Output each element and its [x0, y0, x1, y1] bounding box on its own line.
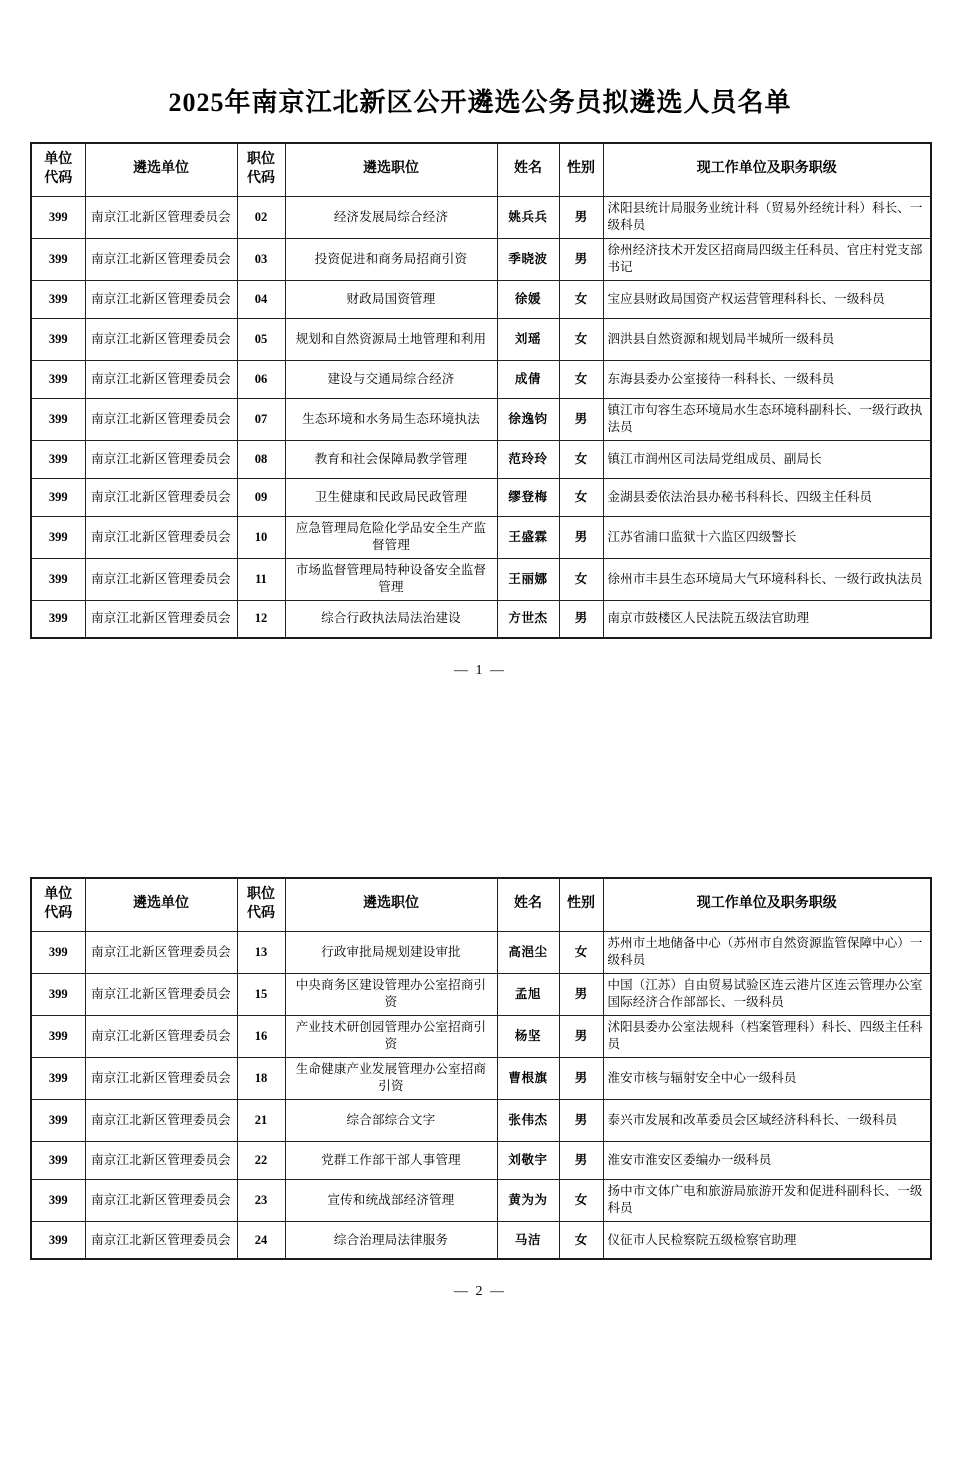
position-cell: 行政审批局规划建设审批 [285, 931, 497, 973]
column-header-unit-code [31, 143, 85, 196]
unit-cell: 南京江北新区管理委员会 [85, 516, 237, 558]
position-cell: 卫生健康和民政局民政管理 [285, 478, 497, 516]
unit-cell: 南京江北新区管理委员会 [85, 931, 237, 973]
gender-cell: 女 [559, 360, 603, 398]
unit-cell: 南京江北新区管理委员会 [85, 558, 237, 600]
gender-cell: 男 [559, 1099, 603, 1141]
gender-cell: 女 [559, 440, 603, 478]
name-cell: 徐逸钧 [497, 398, 559, 440]
column-header-gender: 性别 [559, 143, 603, 196]
position-cell: 生命健康产业发展管理办公室招商引资 [285, 1057, 497, 1099]
position-cell: 产业技术研创园管理办公室招商引资 [285, 1015, 497, 1057]
current-unit-cell: 淮安市核与辐射安全中心一级科员 [603, 1057, 931, 1099]
unit-code-label-line1: 单位 [44, 887, 73, 902]
position-code-cell: 07 [237, 398, 285, 440]
name-cell: 高浥尘 [497, 931, 559, 973]
position-code-cell: 22 [237, 1141, 285, 1179]
page-number-footer-2: — 2 — [454, 1284, 506, 1300]
gender-cell: 男 [559, 196, 603, 238]
position-cell: 生态环境和水务局生态环境执法 [285, 398, 497, 440]
unit-code-cell: 399 [31, 1015, 85, 1057]
current-unit-cell: 泰兴市发展和改革委员会区域经济科科长、一级科员 [603, 1099, 931, 1141]
unit-code-cell: 399 [31, 1057, 85, 1099]
position-cell: 经济发展局综合经济 [285, 196, 497, 238]
unit-cell: 南京江北新区管理委员会 [85, 1221, 237, 1259]
name-cell: 马洁 [497, 1221, 559, 1259]
table-header [31, 878, 931, 931]
table-row [31, 318, 931, 360]
position-cell: 党群工作部干部人事管理 [285, 1141, 497, 1179]
column-header-position: 遴选职位 [285, 143, 497, 196]
unit-code-cell: 399 [31, 398, 85, 440]
position-cell: 投资促进和商务局招商引资 [285, 238, 497, 280]
unit-code-cell: 399 [31, 973, 85, 1015]
position-code-cell: 10 [237, 516, 285, 558]
current-unit-cell: 泗洪县自然资源和规划局半城所一级科员 [603, 318, 931, 360]
position-cell: 财政局国资管理 [285, 280, 497, 318]
position-code-cell: 05 [237, 318, 285, 360]
position-code-cell: 12 [237, 600, 285, 638]
table-row [31, 516, 931, 558]
table-row [31, 1057, 931, 1099]
table-row [31, 1141, 931, 1179]
gender-cell: 男 [559, 516, 603, 558]
current-unit-cell: 仪征市人民检察院五级检察官助理 [603, 1221, 931, 1259]
column-header-gender: 性别 [559, 878, 603, 931]
name-cell: 季晓波 [497, 238, 559, 280]
unit-code-cell: 399 [31, 318, 85, 360]
unit-code-cell: 399 [31, 440, 85, 478]
unit-code-cell: 399 [31, 238, 85, 280]
page-number-footer-1: — 1 — [454, 663, 506, 679]
current-unit-cell: 南京市鼓楼区人民法院五级法官助理 [603, 600, 931, 638]
table-body-page-2 [31, 931, 931, 1259]
unit-code-cell: 399 [31, 516, 85, 558]
unit-cell: 南京江北新区管理委员会 [85, 1057, 237, 1099]
table-header [31, 143, 931, 196]
unit-cell: 南京江北新区管理委员会 [85, 1179, 237, 1221]
table-row [31, 196, 931, 238]
position-code-cell: 02 [237, 196, 285, 238]
unit-code-label-line2: 代码 [44, 170, 73, 186]
current-unit-cell: 宝应县财政局国资产权运营管理科科长、一级科员 [603, 280, 931, 318]
unit-code-label-line2: 代码 [44, 905, 73, 921]
position-code-cell: 03 [237, 238, 285, 280]
gender-cell: 男 [559, 1015, 603, 1057]
gender-cell: 女 [559, 280, 603, 318]
table-row [31, 440, 931, 478]
table-row [31, 238, 931, 280]
table-row [31, 280, 931, 318]
position-code-cell: 24 [237, 1221, 285, 1259]
unit-cell: 南京江北新区管理委员会 [85, 600, 237, 638]
unit-cell: 南京江北新区管理委员会 [85, 1015, 237, 1057]
unit-cell: 南京江北新区管理委员会 [85, 196, 237, 238]
gender-cell: 男 [559, 1057, 603, 1099]
gender-cell: 女 [559, 931, 603, 973]
table-header-row [31, 143, 931, 196]
name-cell: 徐媛 [497, 280, 559, 318]
position-cell: 教育和社会保障局教学管理 [285, 440, 497, 478]
roster-table-page-2 [30, 877, 932, 1260]
name-cell: 杨坚 [497, 1015, 559, 1057]
current-unit-cell: 沭阳县委办公室法规科（档案管理科）科长、四级主任科员 [603, 1015, 931, 1057]
name-cell: 成倩 [497, 360, 559, 398]
unit-cell: 南京江北新区管理委员会 [85, 478, 237, 516]
current-unit-cell: 东海县委办公室接待一科科长、一级科员 [603, 360, 931, 398]
table-row [31, 973, 931, 1015]
current-unit-cell: 镇江市句容生态环境局水生态环境科副科长、一级行政执法员 [603, 398, 931, 440]
position-cell: 综合部综合文字 [285, 1099, 497, 1141]
unit-code-label-line1: 单位 [44, 151, 73, 167]
table-row [31, 558, 931, 600]
table-row [31, 360, 931, 398]
name-cell: 方世杰 [497, 600, 559, 638]
name-cell: 黄为为 [497, 1179, 559, 1221]
gender-cell: 女 [559, 558, 603, 600]
gender-cell: 男 [559, 398, 603, 440]
table-row [31, 1015, 931, 1057]
unit-code-cell: 399 [31, 1099, 85, 1141]
table-row [31, 398, 931, 440]
unit-code-cell: 399 [31, 360, 85, 398]
position-code-cell: 08 [237, 440, 285, 478]
current-unit-cell: 江苏省浦口监狱十六监区四级警长 [603, 516, 931, 558]
unit-cell: 南京江北新区管理委员会 [85, 238, 237, 280]
column-header-unit: 遴选单位 [85, 143, 237, 196]
position-code-cell: 18 [237, 1057, 285, 1099]
gender-cell: 女 [559, 318, 603, 360]
roster-table-page-1 [30, 142, 932, 639]
current-unit-cell: 金湖县委依法治县办秘书科科长、四级主任科员 [603, 478, 931, 516]
name-cell: 孟旭 [497, 973, 559, 1015]
position-cell: 综合治理局法律服务 [285, 1221, 497, 1259]
document-page-2 [0, 800, 960, 1477]
document-page-1 [0, 0, 960, 680]
column-header-name: 姓名 [497, 878, 559, 931]
position-code-cell: 06 [237, 360, 285, 398]
position-cell: 中央商务区建设管理办公室招商引资 [285, 973, 497, 1015]
gender-cell: 女 [559, 478, 603, 516]
unit-cell: 南京江北新区管理委员会 [85, 398, 237, 440]
position-code-cell: 09 [237, 478, 285, 516]
gender-cell: 男 [559, 973, 603, 1015]
current-unit-cell: 徐州市丰县生态环境局大气环境科科长、一级行政执法员 [603, 558, 931, 600]
name-cell: 张伟杰 [497, 1099, 559, 1141]
table-row [31, 1179, 931, 1221]
gender-cell: 女 [559, 1179, 603, 1221]
position-code-cell: 13 [237, 931, 285, 973]
name-cell: 刘瑶 [497, 318, 559, 360]
position-cell: 市场监督管理局特种设备安全监督管理 [285, 558, 497, 600]
current-unit-cell: 沭阳县统计局服务业统计科（贸易外经统计科）科长、一级科员 [603, 196, 931, 238]
pos-code-label-line2: 代码 [247, 170, 275, 186]
unit-cell: 南京江北新区管理委员会 [85, 318, 237, 360]
current-unit-cell: 苏州市土地储备中心（苏州市自然资源监管保障中心）一级科员 [603, 931, 931, 973]
unit-cell: 南京江北新区管理委员会 [85, 360, 237, 398]
position-code-cell: 11 [237, 558, 285, 600]
name-cell: 缪登梅 [497, 478, 559, 516]
name-cell: 范玲玲 [497, 440, 559, 478]
column-header-name: 姓名 [497, 143, 559, 196]
table-header-row [31, 878, 931, 931]
current-unit-cell: 淮安市淮安区委编办一级科员 [603, 1141, 931, 1179]
position-cell: 宣传和统战部经济管理 [285, 1179, 497, 1221]
unit-code-cell: 399 [31, 1179, 85, 1221]
unit-cell: 南京江北新区管理委员会 [85, 1099, 237, 1141]
page-break-spacer [0, 680, 960, 800]
unit-code-cell: 399 [31, 196, 85, 238]
current-unit-cell: 中国（江苏）自由贸易试验区连云港片区连云管理办公室国际经济合作部部长、一级科员 [603, 973, 931, 1015]
position-cell: 综合行政执法局法治建设 [285, 600, 497, 638]
current-unit-cell: 镇江市润州区司法局党组成员、副局长 [603, 440, 931, 478]
position-cell: 建设与交通局综合经济 [285, 360, 497, 398]
table-row [31, 931, 931, 973]
table-row [31, 600, 931, 638]
column-header-position-code [237, 878, 285, 931]
unit-code-cell: 399 [31, 478, 85, 516]
name-cell: 曹根旗 [497, 1057, 559, 1099]
gender-cell: 女 [559, 1221, 603, 1259]
gender-cell: 男 [559, 600, 603, 638]
unit-code-cell: 399 [31, 931, 85, 973]
unit-code-cell: 399 [31, 558, 85, 600]
column-header-current-unit: 现工作单位及职务职级 [603, 878, 931, 931]
table-body-page-1 [31, 196, 931, 638]
pos-code-label-line1: 职位 [247, 151, 275, 167]
position-cell: 应急管理局危险化学品安全生产监督管理 [285, 516, 497, 558]
position-code-cell: 04 [237, 280, 285, 318]
name-cell: 王盛霖 [497, 516, 559, 558]
position-cell: 规划和自然资源局土地管理和利用 [285, 318, 497, 360]
column-header-unit: 遴选单位 [85, 878, 237, 931]
unit-code-cell: 399 [31, 1221, 85, 1259]
name-cell: 王丽娜 [497, 558, 559, 600]
current-unit-cell: 扬中市文体广电和旅游局旅游开发和促进科副科长、一级科员 [603, 1179, 931, 1221]
position-code-cell: 15 [237, 973, 285, 1015]
unit-cell: 南京江北新区管理委员会 [85, 973, 237, 1015]
unit-cell: 南京江北新区管理委员会 [85, 440, 237, 478]
roster-table-wrapper-page-1 [30, 142, 930, 639]
column-header-position-code [237, 143, 285, 196]
table-row [31, 1221, 931, 1259]
current-unit-cell: 徐州经济技术开发区招商局四级主任科员、官庄村党支部书记 [603, 238, 931, 280]
position-code-cell: 16 [237, 1015, 285, 1057]
column-header-current-unit: 现工作单位及职务职级 [603, 143, 931, 196]
column-header-position: 遴选职位 [285, 878, 497, 931]
gender-cell: 男 [559, 238, 603, 280]
unit-cell: 南京江北新区管理委员会 [85, 1141, 237, 1179]
position-code-cell: 23 [237, 1179, 285, 1221]
page-title: 2025年南京江北新区公开遴选公务员拟遴选人员名单 [168, 88, 792, 117]
table-row [31, 1099, 931, 1141]
pos-code-label-line1: 职位 [247, 887, 275, 902]
table-row [31, 478, 931, 516]
unit-code-cell: 399 [31, 600, 85, 638]
pos-code-label-line2: 代码 [247, 905, 275, 921]
position-code-cell: 21 [237, 1099, 285, 1141]
column-header-unit-code [31, 878, 85, 931]
name-cell: 姚兵兵 [497, 196, 559, 238]
roster-table-wrapper-page-2 [30, 877, 930, 1260]
name-cell: 刘敬宇 [497, 1141, 559, 1179]
unit-cell: 南京江北新区管理委员会 [85, 280, 237, 318]
gender-cell: 男 [559, 1141, 603, 1179]
unit-code-cell: 399 [31, 1141, 85, 1179]
unit-code-cell: 399 [31, 280, 85, 318]
